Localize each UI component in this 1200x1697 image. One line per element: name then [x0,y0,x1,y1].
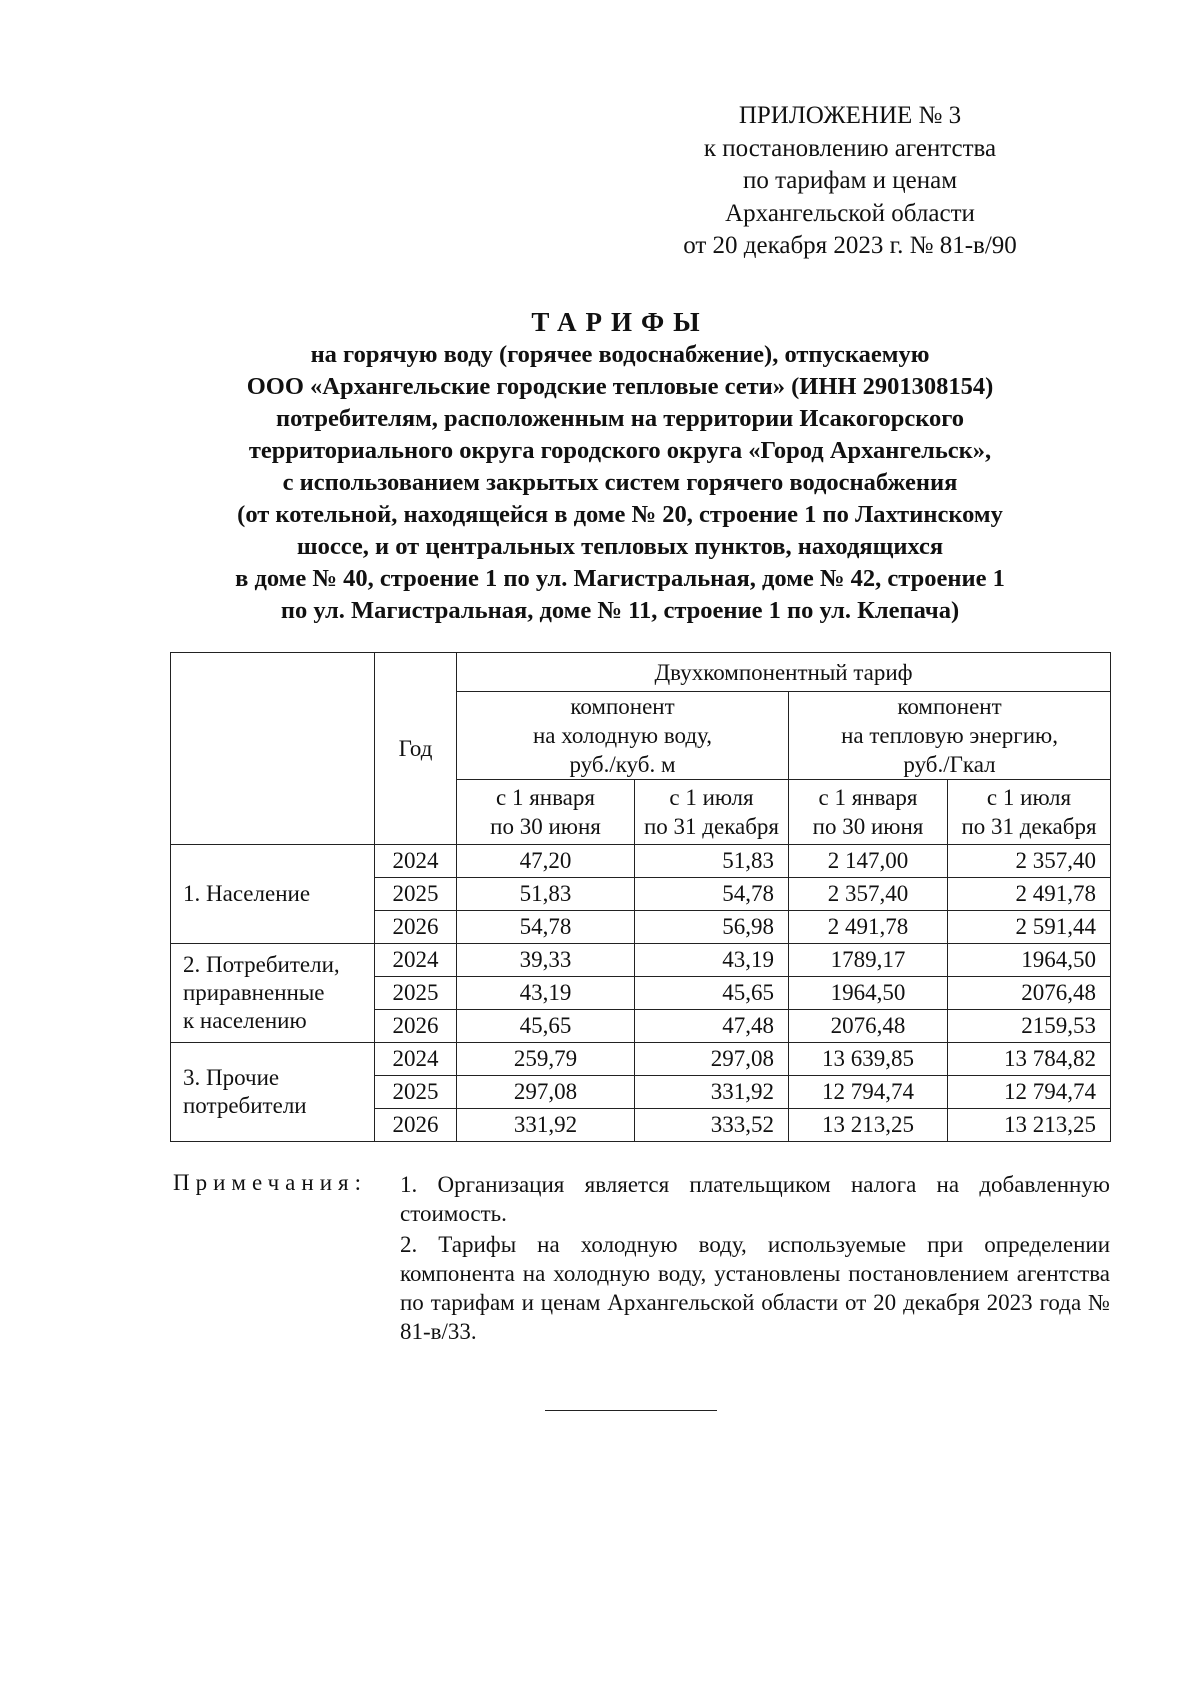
heat-first-half-cell: 2 357,40 [789,878,948,911]
cold-first-half-cell: 259,79 [457,1043,635,1076]
year-cell: 2026 [375,1010,457,1043]
heat-second-half-cell: 2 491,78 [948,878,1111,911]
header-line: с 1 января [818,785,918,810]
cold-second-half-cell: 333,52 [635,1109,789,1142]
year-cell: 2025 [375,1076,457,1109]
header-corner-cell [171,653,375,845]
appendix-line: к постановлению агентства [703,134,997,162]
title-line: потребителям, расположенным на территории Исакогорского [275,405,965,432]
heat-first-half-cell: 12 794,74 [789,1076,948,1109]
year-cell: 2026 [375,911,457,944]
cold-first-half-cell: 45,65 [457,1010,635,1043]
header-line: по 31 декабря [961,814,1097,839]
table-row [171,845,1111,878]
heat-second-half-cell: 2 357,40 [948,845,1111,878]
end-divider-line [545,1410,717,1411]
cold-second-half-cell: 297,08 [635,1043,789,1076]
cold-second-half-cell: 56,98 [635,911,789,944]
header-line: на тепловую энергию, [841,723,1058,748]
group-label: 3. Прочие [183,1065,280,1090]
heat-second-half-cell: 2 591,44 [948,911,1111,944]
cold-first-half-cell: 43,19 [457,977,635,1010]
title-line: в доме № 40, строение 1 по ул. Магистральная, доме № 42, строение 1 [235,565,1005,592]
title-line: (от котельной, находящейся в доме № 20, строение 1 по Лахтинскому [237,501,1003,528]
period-header-first-half [789,780,948,845]
heat-second-half-cell: 1964,50 [948,944,1111,977]
year-cell: 2024 [375,1043,457,1076]
cold-water-component-header [457,692,789,780]
title-line: ООО «Архангельские городские тепловые сети» (ИНН 2901308154) [246,373,994,400]
group-label: приравненные [183,980,325,1005]
table-row [171,944,1111,977]
title-line: с использованием закрытых систем горячего водоснабжения [282,469,958,496]
year-cell: 2024 [375,944,457,977]
table-row [171,1043,1111,1076]
group-label: 2. Потребители, [183,952,340,977]
header-line: по 30 июня [812,814,924,839]
header-line: компонент [570,694,675,719]
title-line: шоссе, и от центральных тепловых пунктов, находящихся [296,533,944,560]
notes-list [400,1170,1110,1348]
header-line: компонент [897,694,1002,719]
title-line: на горячую воду (горячее водоснабжение), отпускаемую [310,341,930,368]
two-component-header: Двухкомпонентный тариф [457,653,1111,692]
heat-second-half-cell: 12 794,74 [948,1076,1111,1109]
consumer-group-population [171,845,375,944]
cold-second-half-cell: 43,19 [635,944,789,977]
note-item: 1. Организация является плательщиком налога на добавленную стоимость. [400,1172,1110,1226]
appendix-header [640,100,1060,263]
heat-first-half-cell: 1964,50 [789,977,948,1010]
cold-first-half-cell: 331,92 [457,1109,635,1142]
heat-first-half-cell: 13 639,85 [789,1043,948,1076]
cold-second-half-cell: 54,78 [635,878,789,911]
period-header-second-half [635,780,789,845]
group-label: потребители [183,1093,307,1118]
year-cell: 2024 [375,845,457,878]
year-cell: 2025 [375,878,457,911]
header-line: руб./куб. м [569,752,676,777]
group-label: 1. Население [183,881,311,906]
appendix-date: от 20 декабря 2023 г. № 81-в/90 [683,232,1017,259]
year-header: Год [375,653,457,845]
tariff-table [170,652,1111,1142]
heat-first-half-cell: 13 213,25 [789,1109,948,1142]
header-line: на холодную воду, [532,723,713,748]
cold-second-half-cell: 47,48 [635,1010,789,1043]
heat-second-half-cell: 2076,48 [948,977,1111,1010]
cold-first-half-cell: 297,08 [457,1076,635,1109]
year-cell: 2026 [375,1109,457,1142]
title-line: территориального округа городского округа «Город Архангельск», [248,437,992,464]
heat-second-half-cell: 13 784,82 [948,1043,1111,1076]
group-label: к населению [183,1008,307,1033]
cold-second-half-cell: 331,92 [635,1076,789,1109]
cold-first-half-cell: 51,83 [457,878,635,911]
year-cell: 2025 [375,977,457,1010]
notes-label: Примечания: [173,1170,367,1195]
heat-second-half-cell: 13 213,25 [948,1109,1111,1142]
appendix-line: по тарифам и ценам [742,167,958,194]
heat-energy-component-header [789,692,1111,780]
consumer-group-other [171,1043,375,1142]
appendix-number: ПРИЛОЖЕНИЕ № 3 [738,102,962,129]
header-line: руб./Гкал [903,752,996,777]
heat-first-half-cell: 2 491,78 [789,911,948,944]
cold-second-half-cell: 51,83 [635,845,789,878]
document-title [120,305,1120,627]
header-line: с 1 июля [669,785,754,810]
title-line: по ул. Магистральная, доме № 11, строение 1 по ул. Клепача) [280,597,960,624]
appendix-line: Архангельской области [725,199,975,227]
period-header-first-half [457,780,635,845]
note-item: 2. Тарифы на холодную воду, используемые при определении компонента на холодную воду, установлены постановлением агентства по тарифам и ценам Архангельской области от 20 декабря 2023 года № 81-в/33. [400,1232,1110,1344]
cold-first-half-cell: 47,20 [457,845,635,878]
heat-first-half-cell: 2 147,00 [789,845,948,878]
header-line: по 31 декабря [643,814,780,839]
heat-first-half-cell: 2076,48 [789,1010,948,1043]
cold-first-half-cell: 54,78 [457,911,635,944]
title-main: ТАРИФЫ [531,307,709,337]
header-line: с 1 января [496,785,595,810]
heat-first-half-cell: 1789,17 [789,944,948,977]
cold-second-half-cell: 45,65 [635,977,789,1010]
heat-second-half-cell: 2159,53 [948,1010,1111,1043]
header-line: по 30 июня [490,814,601,839]
cold-first-half-cell: 39,33 [457,944,635,977]
header-line: с 1 июля [986,785,1072,810]
period-header-second-half [948,780,1111,845]
consumer-group-equated [171,944,375,1043]
